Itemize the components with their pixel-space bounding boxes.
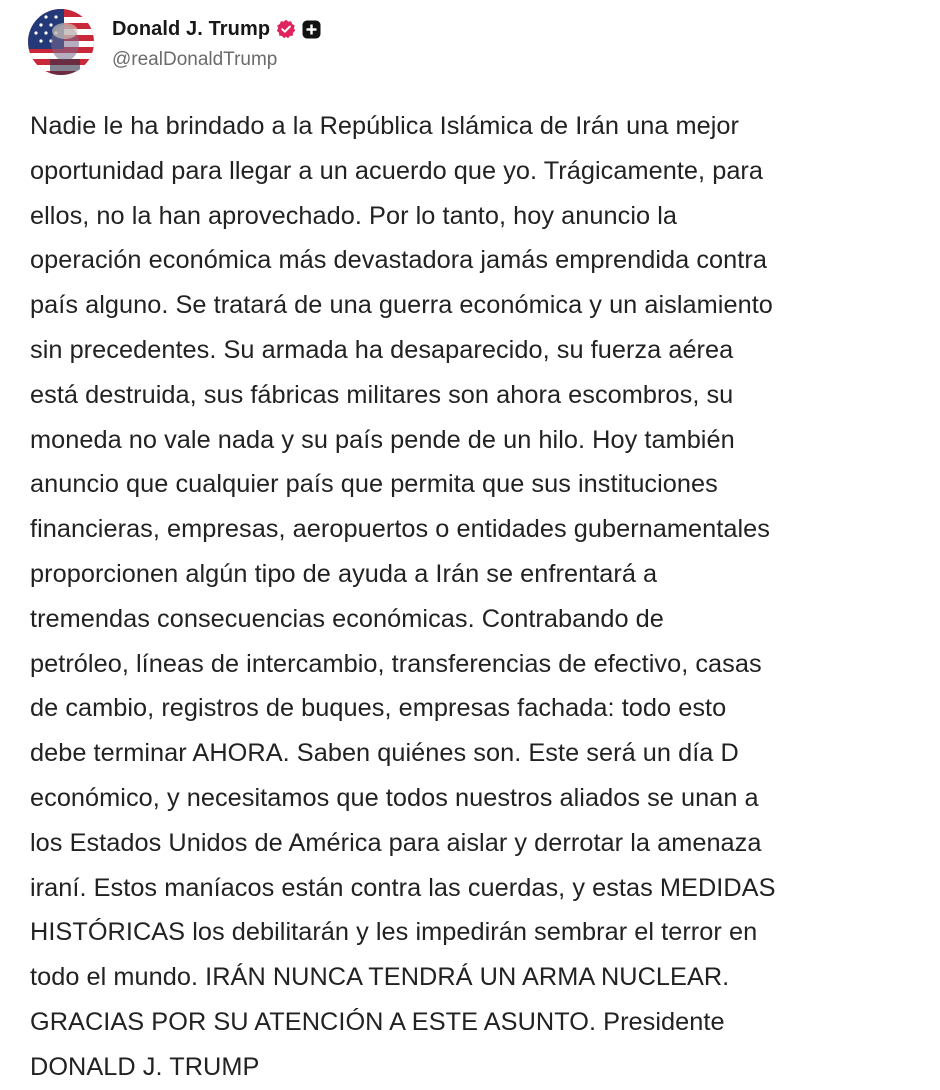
post-header: [28, 8, 321, 76]
avatar[interactable]: [28, 9, 94, 75]
name-row: [112, 13, 321, 45]
author-display-name[interactable]: Donald J. Trump: [112, 17, 271, 40]
flag-portrait-avatar-icon: [28, 9, 94, 75]
plus-badge-icon[interactable]: [302, 20, 321, 39]
author-handle[interactable]: @realDonaldTrump: [112, 49, 278, 70]
author-identity: [112, 13, 321, 71]
verified-badge-icon: [276, 19, 296, 39]
post-body-text: Nadie le ha brindado a la República Islámica de Irán una mejor oportunidad para llegar a un acuerdo que yo. Trágicamente, para ellos, no la han aprovechado. Por lo tanto, hoy anuncio la operación económica más devastadora jamás emprendida contra país alguno. Se tratará de una guerra económica y un aislamiento sin precedentes. Su armada ha desaparecido, su fuerza aérea está destruida, sus fábricas militares son ahora escombros, su moneda no vale nada y su país pende de un hilo. Hoy también anuncio que cualquier país que permita que sus instituciones financieras, empresas, aeropuertos o entidades gubernamentales proporcionen algún tipo de ayuda a Irán se enfrentará a tremendas consecuencias económicas. Contrabando de petróleo, líneas de intercambio, transferencias de efectivo, casas de cambio, registros de buques, empresas fachada: todo esto debe terminar AHORA. Saben quiénes son. Este será un día D económico, y necesitamos que todos nuestros aliados se unan a los Estados Unidos de América para aislar y derrotar la amenaza iraní. Estos maníacos están contra las cuerdas, y estas MEDIDAS HISTÓRICAS los debilitarán y les impedirán sembrar el terror en todo el mundo. IRÁN NUNCA TENDRÁ UN ARMA NUCLEAR. GRACIAS POR SU ATENCIÓN A ESTE ASUNTO. Presidente DONALD J. TRUMP: [30, 112, 776, 1081]
